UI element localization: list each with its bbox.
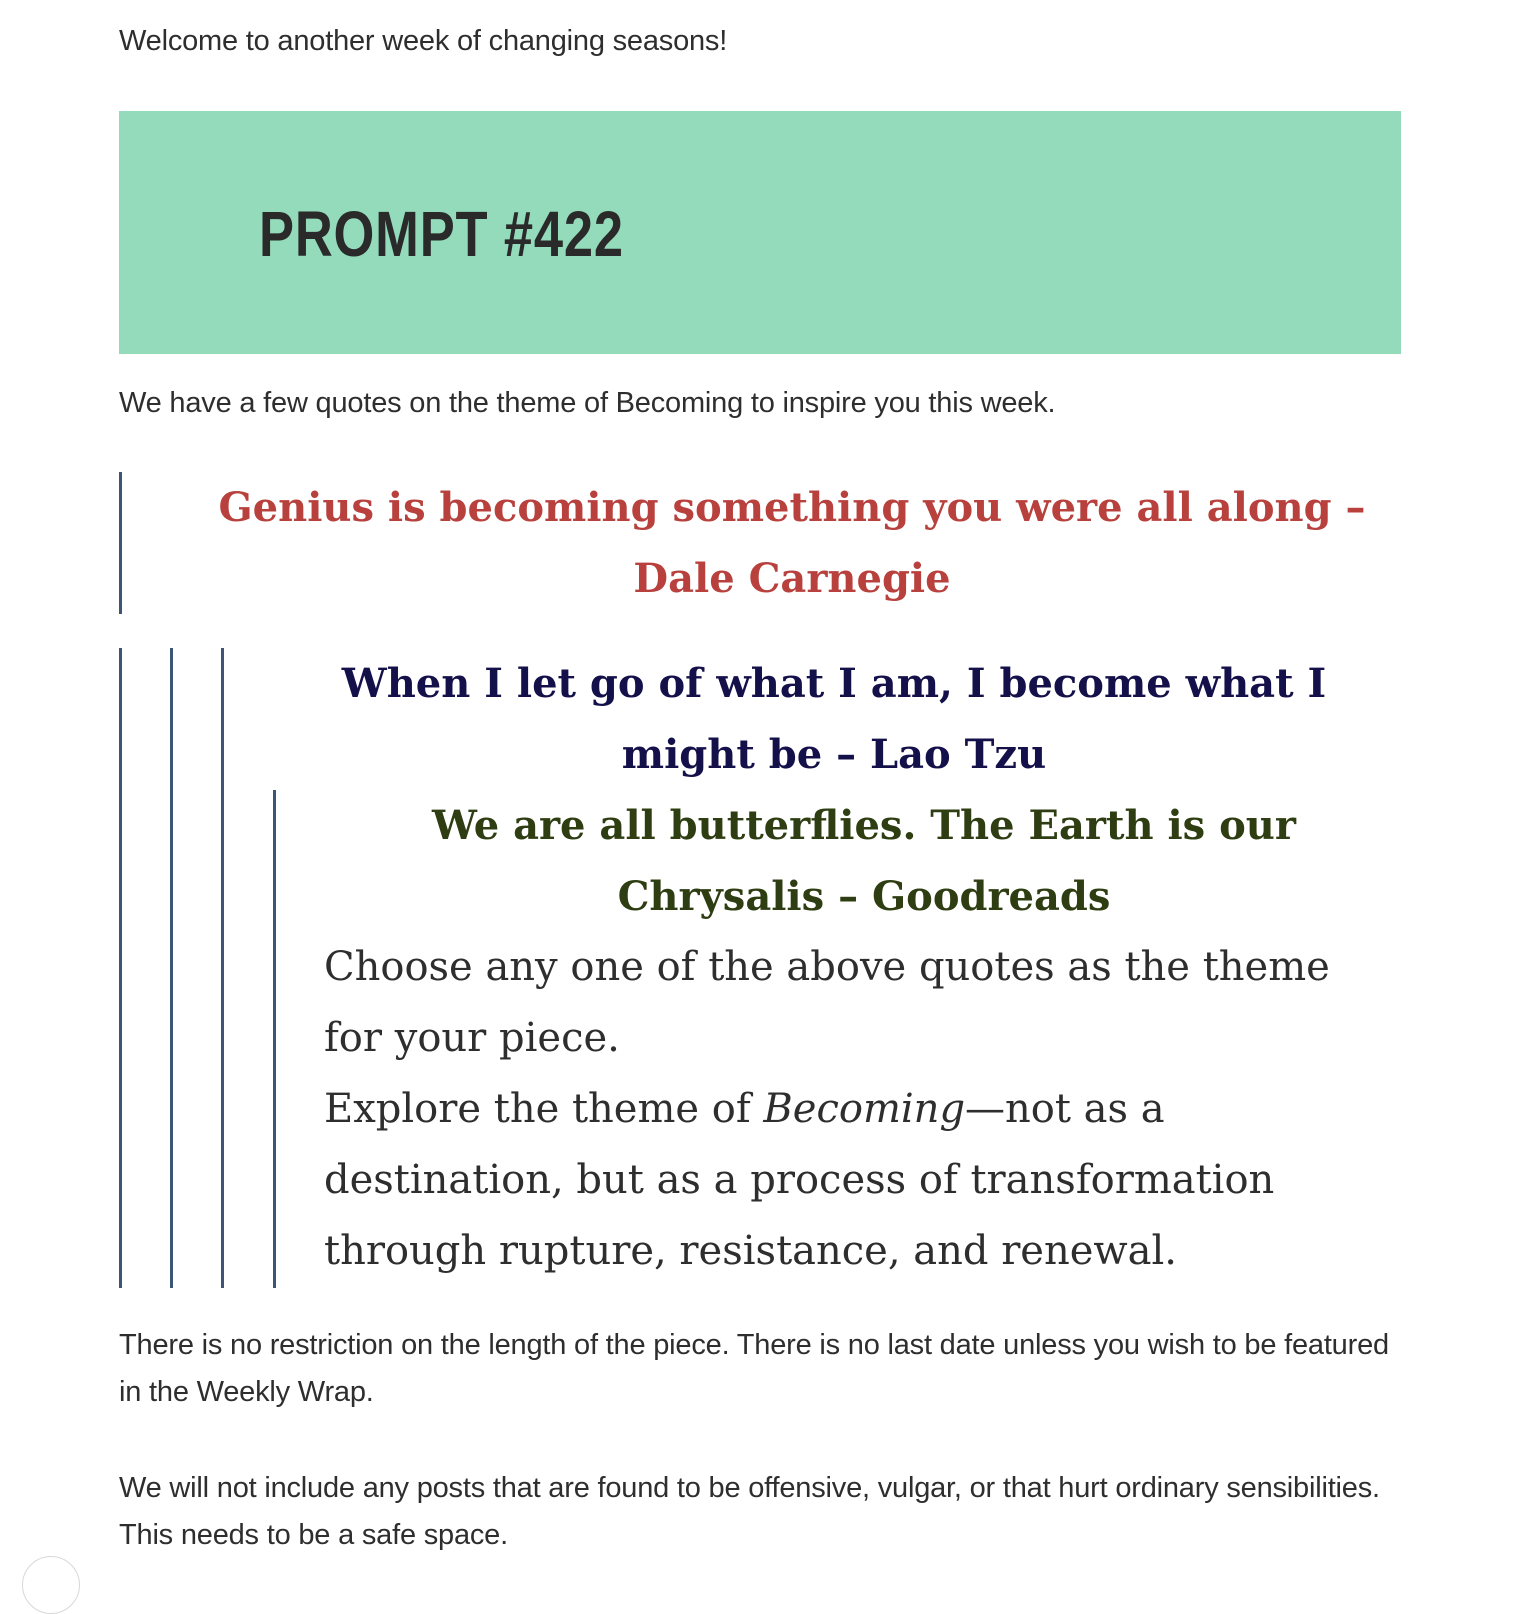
quote-lao-tzu: When I let go of what I am, I become what I might be – Lao Tzu — [341, 660, 1327, 778]
quote-butterflies: We are all butterflies. The Earth is our Chrysalis – Goodreads — [432, 802, 1296, 920]
prompt-banner — [119, 111, 1401, 354]
becoming-emphasis: Becoming — [763, 1086, 966, 1132]
blockquote-bar — [170, 648, 173, 1288]
blockquote-bar — [119, 648, 122, 1288]
safe-space-note: We will not include any posts that are found to be offensive, vulgar, or that hurt ordinary sensibilities. This needs to be a safe space. — [119, 1472, 1380, 1551]
blockquote-genius — [119, 472, 1401, 614]
instruction-choose-quote: Choose any one of the above quotes as the theme for your piece. — [324, 944, 1330, 1061]
intro-text: Welcome to another week of changing seasons! — [119, 25, 728, 57]
scroll-button[interactable] — [22, 1556, 80, 1614]
blockquote-bar — [273, 790, 276, 1288]
quote-genius: Genius is becoming something you were all along – Dale Carnegie — [218, 484, 1366, 602]
instruction-explore-theme — [324, 1074, 1394, 1287]
prompt-title: PROMPT #422 — [259, 198, 624, 270]
instruction-explore-suffix: —not as a destination, but as a process of transformation through rupture, resistance, and renewal. — [324, 1086, 1275, 1274]
instruction-explore-prefix: Explore the theme of — [324, 1086, 764, 1132]
prompt-instructions — [324, 932, 1394, 1287]
restriction-note: There is no restriction on the length of the piece. There is no last date unless you wish to be featured in the Weekly Wrap. — [119, 1329, 1389, 1408]
blockquote-bar — [119, 472, 122, 614]
blockquote-bar — [221, 648, 224, 1288]
theme-intro-text: We have a few quotes on the theme of Becoming to inspire you this week. — [119, 387, 1056, 419]
nested-blockquote — [119, 648, 1401, 1288]
